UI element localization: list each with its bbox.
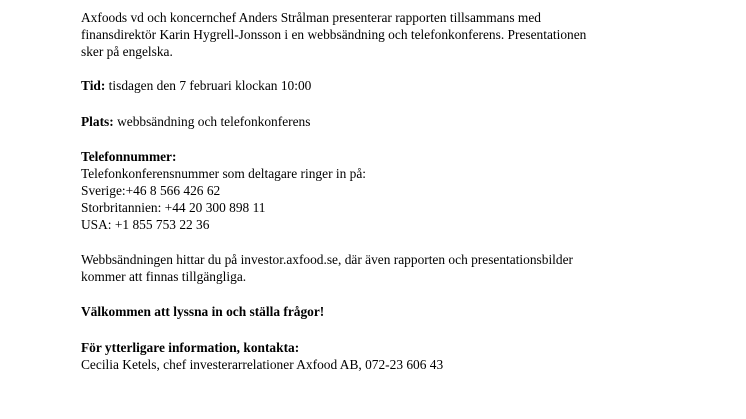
time-label: Tid: xyxy=(81,78,106,93)
phone-heading: Telefonnummer: xyxy=(81,149,177,164)
phone-intro: Telefonkonferensnummer som deltagare ringer in på: xyxy=(81,166,366,181)
phone-section xyxy=(81,148,681,233)
time-value: tisdagen den 7 februari klockan 10:00 xyxy=(105,78,312,93)
intro-line: Axfoods vd och koncernchef Anders Strålman presenterar rapporten tillsammans med xyxy=(81,10,541,25)
intro-line: finansdirektör Karin Hygrell-Jonsson i en webbsändning och telefonkonferens. Presentationen xyxy=(81,27,587,42)
place-label: Plats: xyxy=(81,114,114,129)
place-paragraph xyxy=(81,113,681,130)
phone-sweden: Sverige:+46 8 566 426 62 xyxy=(81,183,221,198)
webcast-line: Webbsändningen hittar du på investor.axfood.se, där även rapporten och presentationsbilder xyxy=(81,252,573,267)
contact-person: Cecilia Ketels, chef investerarrelationer Axfood AB, 072-23 606 43 xyxy=(81,357,444,372)
intro-paragraph xyxy=(81,9,681,60)
place-value: webbsändning och telefonkonferens xyxy=(113,114,311,129)
webcast-paragraph xyxy=(81,251,681,285)
phone-uk: Storbritannien: +44 20 300 898 11 xyxy=(81,200,266,215)
webcast-line: kommer att finnas tillgängliga. xyxy=(81,269,247,284)
welcome-paragraph xyxy=(81,303,681,320)
contact-heading: För ytterligare information, kontakta: xyxy=(81,340,300,355)
time-paragraph xyxy=(81,77,681,94)
intro-line: sker på engelska. xyxy=(81,44,173,59)
phone-usa: USA: +1 855 753 22 36 xyxy=(81,217,210,232)
contact-section xyxy=(81,339,681,373)
welcome-text: Välkommen att lyssna in och ställa frågor! xyxy=(81,304,325,319)
